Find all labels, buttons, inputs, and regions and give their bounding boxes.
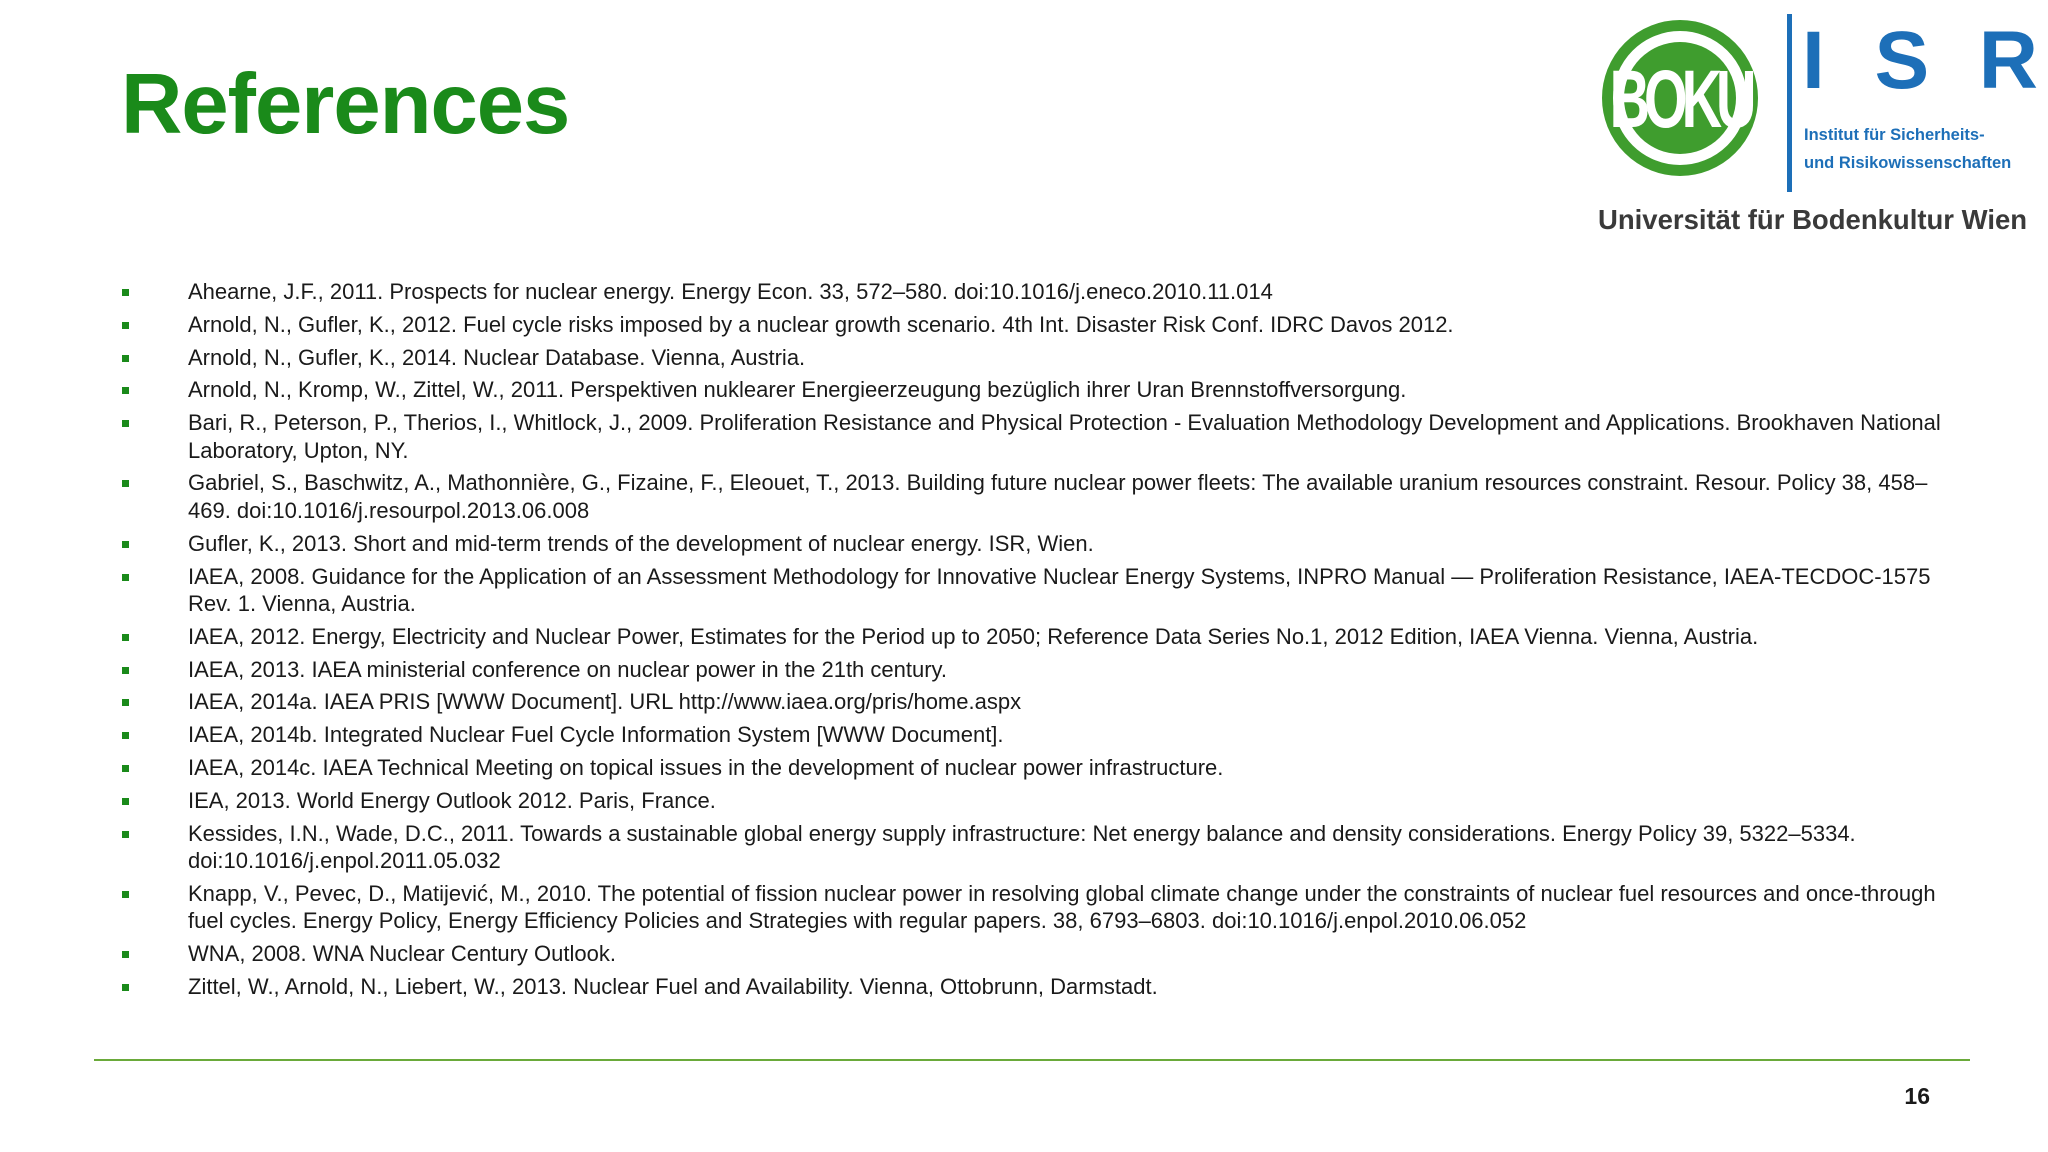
slide-title: References <box>121 57 570 152</box>
reference-item: Knapp, V., Pevec, D., Matijević, M., 2010. The potential of fission nuclear power in resolving global climate change under the constraints of nuclear fuel resources and once-through fuel cycles. Energy Policy, Energy Efficiency Policies and Strategies with regular papers. 38, 6793–6803. doi:10.1016/j.enpol.2010.06.052 <box>121 880 1941 935</box>
boku-emblem-text: BOKU <box>1609 52 1751 144</box>
isr-wordmark <box>1802 15 2038 106</box>
reference-item: IAEA, 2014b. Integrated Nuclear Fuel Cycle Information System [WWW Document]. <box>121 721 1941 749</box>
reference-item: Arnold, N., Gufler, K., 2014. Nuclear Database. Vienna, Austria. <box>121 344 1941 372</box>
reference-item: IEA, 2013. World Energy Outlook 2012. Paris, France. <box>121 787 1941 815</box>
reference-item: IAEA, 2014c. IAEA Technical Meeting on topical issues in the development of nuclear power infrastructure. <box>121 754 1941 782</box>
reference-item: Gufler, K., 2013. Short and mid-term trends of the development of nuclear energy. ISR, Wien. <box>121 530 1941 558</box>
logo-divider <box>1787 14 1792 192</box>
isr-subtitle-line2: und Risikowissenschaften <box>1804 154 2012 172</box>
isr-subtitle-line1: Institut für Sicherheits- <box>1804 126 1985 144</box>
reference-item: IAEA, 2012. Energy, Electricity and Nuclear Power, Estimates for the Period up to 2050; Reference Data Series No.1, 2012 Edition, IAEA Vienna. Vienna, Austria. <box>121 623 1941 651</box>
reference-item: WNA, 2008. WNA Nuclear Century Outlook. <box>121 940 1941 968</box>
isr-letter-r: R <box>1978 15 2038 106</box>
footer-divider <box>94 1059 1970 1061</box>
university-name: Universität für Bodenkultur Wien <box>1598 204 2028 235</box>
reference-item: Bari, R., Peterson, P., Therios, I., Whitlock, J., 2009. Proliferation Resistance and Physical Protection - Evaluation Methodology Development and Applications. Brookhaven National Laboratory, Upton, NY. <box>121 409 1941 464</box>
reference-item: IAEA, 2008. Guidance for the Application of an Assessment Methodology for Innovative Nuclear Energy Systems, INPRO Manual — Proliferation Resistance, IAEA-TECDOC-1575 Rev. 1. Vienna, Austria. <box>121 563 1941 618</box>
reference-item: Gabriel, S., Baschwitz, A., Mathonnière, G., Fizaine, F., Eleouet, T., 2013. Building future nuclear power fleets: The available uranium resources constraint. Resour. Policy 38, 458–469. doi:10.1016/j.resourpol.2013.06.008 <box>121 469 1941 524</box>
reference-item: Ahearne, J.F., 2011. Prospects for nuclear energy. Energy Econ. 33, 572–580. doi:10.1016/j.eneco.2010.11.014 <box>121 278 1941 306</box>
reference-item: IAEA, 2013. IAEA ministerial conference on nuclear power in the 21th century. <box>121 656 1941 684</box>
reference-list <box>121 278 1941 1006</box>
reference-item: Kessides, I.N., Wade, D.C., 2011. Towards a sustainable global energy supply infrastructure: Net energy balance and density considerations. Energy Policy 39, 5322–5334. doi:10.1016/j.enpol.2011.05.032 <box>121 820 1941 875</box>
reference-item: Zittel, W., Arnold, N., Liebert, W., 2013. Nuclear Fuel and Availability. Vienna, Ottobrunn, Darmstadt. <box>121 973 1941 1001</box>
boku-emblem-inner <box>1609 42 1751 154</box>
page-number: 16 <box>1904 1083 1930 1109</box>
reference-item: Arnold, N., Gufler, K., 2012. Fuel cycle risks imposed by a nuclear growth scenario. 4th Int. Disaster Risk Conf. IDRC Davos 2012. <box>121 311 1941 339</box>
reference-item: Arnold, N., Kromp, W., Zittel, W., 2011. Perspektiven nuklearer Energieerzeugung bezüglich ihrer Uran Brennstoffversorgung. <box>121 376 1941 404</box>
boku-isr-logo <box>1590 8 2040 238</box>
isr-letter-i: I <box>1802 15 1825 106</box>
isr-letter-s: S <box>1874 15 1930 106</box>
reference-item: IAEA, 2014a. IAEA PRIS [WWW Document]. URL http://www.iaea.org/pris/home.aspx <box>121 688 1941 716</box>
